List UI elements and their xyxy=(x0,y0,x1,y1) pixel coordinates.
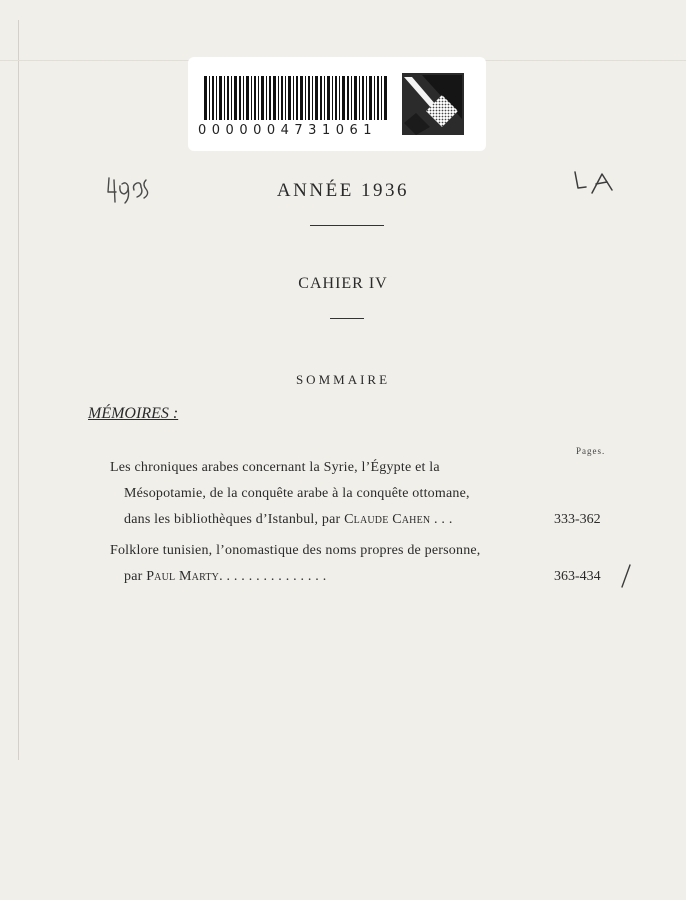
toc-entry-2-line-2 xyxy=(124,569,326,585)
toc-entry-1-author: Claude Cahen xyxy=(344,512,431,527)
barcode-icon xyxy=(204,76,388,120)
toc-entry-2-text: par xyxy=(124,569,143,584)
barcode-number: 0000004731061 xyxy=(198,123,378,138)
toc-entry-1-line-3 xyxy=(124,512,453,528)
toc-entry-1-line-1: Les chroniques arabes concernant la Syrie, l’Égypte et la xyxy=(110,460,440,475)
toc-entry-1-text: dans les bibliothèques d’Istanbul, par xyxy=(124,512,341,527)
library-barcode-label xyxy=(188,57,486,151)
issue-number: CAHIER IV xyxy=(298,275,388,292)
toc-heading: SOMMAIRE xyxy=(295,372,391,387)
handwritten-slash-mark xyxy=(618,563,634,589)
pages-column-label: Pages. xyxy=(576,446,606,456)
page-fold-line xyxy=(18,20,19,760)
issue-year: ANNÉE 1936 xyxy=(276,180,410,201)
handwritten-note-right xyxy=(572,170,618,196)
toc-entry-2-author: Paul Marty xyxy=(146,569,220,584)
library-logo-icon xyxy=(402,73,464,135)
toc-entry-2-leader: . . . . . . . . . . . . . . . xyxy=(219,569,327,584)
divider-rule xyxy=(310,225,384,226)
divider-rule-short xyxy=(330,318,364,319)
toc-entry-2-line-1: Folklore tunisien, l’onomastique des noms propres de personne, xyxy=(110,543,481,558)
toc-entry-1-pages: 333-362 xyxy=(554,512,601,527)
toc-section-title: MÉMOIRES : xyxy=(88,405,179,422)
toc-entry-2-pages: 363-434 xyxy=(554,569,601,584)
toc-entry-1-leader: . . . xyxy=(430,512,453,527)
toc-entry-1-line-2: Mésopotamie, de la conquête arabe à la conquête ottomane, xyxy=(124,486,470,501)
